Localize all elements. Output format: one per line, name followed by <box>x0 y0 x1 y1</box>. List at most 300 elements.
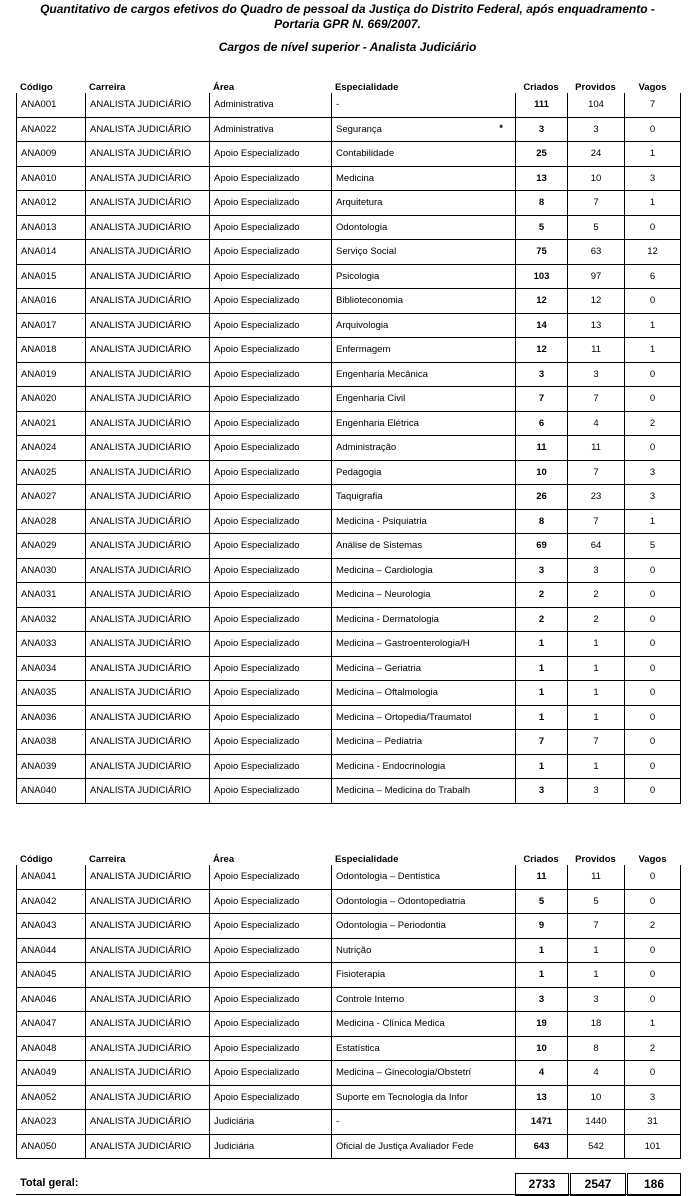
cell-criados <box>515 485 567 510</box>
cell-especialidade-text: Segurança <box>336 123 382 135</box>
cell-area-text: Administrativa <box>214 123 274 135</box>
cell-especialidade-text: Taquigrafia <box>336 491 383 503</box>
cell-especialidade <box>331 93 515 118</box>
cell-carreira <box>85 1061 209 1086</box>
cell-especialidade <box>331 510 515 535</box>
cell-area <box>209 1135 331 1160</box>
cell-codigo <box>16 939 85 964</box>
cell-providos <box>567 583 624 608</box>
cell-codigo <box>16 963 85 988</box>
table-header-row <box>16 77 681 93</box>
cell-vagos <box>624 436 681 461</box>
cell-especialidade-text: Medicina – Pediatria <box>336 736 423 748</box>
table-row <box>16 706 681 731</box>
cell-criados <box>515 632 567 657</box>
cell-carreira <box>85 1012 209 1037</box>
cell-providos-text: 1440 <box>585 1116 607 1128</box>
cell-area-text: Apoio Especializado <box>214 1067 300 1079</box>
cell-vagos-text: 0 <box>649 993 656 1005</box>
cell-criados-text: 12 <box>536 344 547 356</box>
cell-providos <box>567 730 624 755</box>
cell-especialidade-text: - <box>336 1116 340 1128</box>
cell-area-text: Apoio Especializado <box>214 1042 300 1054</box>
cell-criados-text: 13 <box>536 1091 547 1103</box>
cell-area <box>209 779 331 804</box>
cell-area <box>209 890 331 915</box>
cell-codigo-text: ANA039 <box>21 760 57 772</box>
table-row <box>16 387 681 412</box>
cell-codigo-text: ANA041 <box>21 871 57 883</box>
cell-vagos <box>624 755 681 780</box>
cell-providos-text: 1 <box>593 687 599 699</box>
cell-area <box>209 412 331 437</box>
cell-providos <box>567 387 624 412</box>
cell-providos-text: 4 <box>593 417 599 429</box>
cell-providos-text: 542 <box>588 1140 604 1152</box>
table-row <box>16 118 681 143</box>
cell-vagos <box>624 559 681 584</box>
cell-carreira <box>85 265 209 290</box>
cell-providos <box>567 657 624 682</box>
cell-vagos-text: 101 <box>644 1140 661 1152</box>
cell-vagos-text: 0 <box>649 393 656 405</box>
cell-criados <box>515 1037 567 1062</box>
cell-codigo-text: ANA021 <box>21 417 57 429</box>
cell-providos <box>567 485 624 510</box>
col-header-especialidade: Especialidade <box>335 82 399 93</box>
cell-criados <box>515 865 567 890</box>
cell-carreira <box>85 412 209 437</box>
cell-carreira-text: ANALISTA JUDICIÁRIO <box>90 1042 192 1054</box>
cell-area-text: Apoio Especializado <box>214 638 300 650</box>
cell-vagos <box>624 608 681 633</box>
cell-providos <box>567 338 624 363</box>
cell-vagos <box>624 657 681 682</box>
cell-area <box>209 436 331 461</box>
cell-vagos <box>624 1110 681 1135</box>
cell-especialidade <box>331 608 515 633</box>
cell-providos <box>567 191 624 216</box>
cell-area-text: Apoio Especializado <box>214 172 300 184</box>
cell-codigo-text: ANA012 <box>21 197 57 209</box>
cell-criados-text: 25 <box>536 148 547 160</box>
cell-codigo-text: ANA034 <box>21 662 57 674</box>
cell-vagos <box>624 412 681 437</box>
cell-criados-text: 3 <box>538 368 545 380</box>
cell-codigo <box>16 314 85 339</box>
cell-codigo <box>16 890 85 915</box>
cell-area-text: Apoio Especializado <box>214 564 300 576</box>
cell-providos-text: 3 <box>593 993 599 1005</box>
cell-carreira-text: ANALISTA JUDICIÁRIO <box>90 920 192 932</box>
cell-carreira-text: ANALISTA JUDICIÁRIO <box>90 895 192 907</box>
cell-providos-text: 63 <box>590 246 602 258</box>
cell-criados <box>515 730 567 755</box>
cell-providos-text: 7 <box>593 466 599 478</box>
cell-codigo <box>16 485 85 510</box>
cell-codigo <box>16 914 85 939</box>
cell-criados-text: 103 <box>533 270 550 282</box>
cell-providos-text: 1 <box>593 638 599 650</box>
table-row <box>16 583 681 608</box>
col-header-vagos: Vagos <box>638 854 667 865</box>
cell-providos <box>567 1037 624 1062</box>
table-row <box>16 779 681 804</box>
cell-codigo-text: ANA023 <box>21 1116 57 1128</box>
table-row <box>16 412 681 437</box>
cell-especialidade-text: Serviço Social <box>336 246 397 258</box>
cell-criados <box>515 216 567 241</box>
positions-table-part2 <box>16 849 681 1159</box>
cell-codigo <box>16 657 85 682</box>
cell-especialidade <box>331 1086 515 1111</box>
table-row <box>16 1037 681 1062</box>
total-providos: 2547 <box>570 1173 626 1196</box>
cell-vagos-text: 2 <box>649 920 656 932</box>
cell-vagos-text: 2 <box>649 417 656 429</box>
cell-providos <box>567 608 624 633</box>
cell-providos <box>567 1061 624 1086</box>
cell-criados-text: 11 <box>536 871 547 883</box>
table-row <box>16 1061 681 1086</box>
cell-carreira-text: ANALISTA JUDICIÁRIO <box>90 270 192 282</box>
cell-especialidade-text: Fisioterapia <box>336 969 386 981</box>
cell-vagos-text: 0 <box>649 736 656 748</box>
cell-vagos <box>624 534 681 559</box>
cell-providos-text: 1 <box>593 944 599 956</box>
cell-criados-text: 7 <box>538 736 545 748</box>
cell-vagos <box>624 191 681 216</box>
cell-vagos-text: 0 <box>649 760 656 772</box>
cell-vagos <box>624 779 681 804</box>
document-title-line2: Portaria GPR N. 669/2007. <box>274 17 421 31</box>
cell-carreira <box>85 608 209 633</box>
cell-criados-text: 1 <box>538 687 545 699</box>
table-row <box>16 240 681 265</box>
cell-area-text: Judiciária <box>214 1140 255 1152</box>
cell-area <box>209 534 331 559</box>
cell-especialidade-text: Medicina – Ortopedia/Traumatol <box>336 711 472 723</box>
cell-carreira-text: ANALISTA JUDICIÁRIO <box>90 969 192 981</box>
cell-carreira <box>85 963 209 988</box>
cell-especialidade <box>331 681 515 706</box>
cell-codigo-text: ANA001 <box>21 99 57 111</box>
cell-vagos-text: 6 <box>649 270 656 282</box>
cell-vagos-text: 31 <box>647 1116 658 1128</box>
cell-vagos-text: 1 <box>649 1018 656 1030</box>
cell-especialidade <box>331 583 515 608</box>
cell-codigo-text: ANA048 <box>21 1042 57 1054</box>
cell-codigo-text: ANA038 <box>21 736 57 748</box>
cell-area <box>209 632 331 657</box>
cell-area-text: Apoio Especializado <box>214 613 300 625</box>
cell-area <box>209 681 331 706</box>
cell-area <box>209 485 331 510</box>
cell-carreira <box>85 216 209 241</box>
cell-criados-text: 1 <box>538 711 545 723</box>
cell-criados <box>515 914 567 939</box>
cell-criados <box>515 534 567 559</box>
table-row <box>16 265 681 290</box>
cell-vagos-text: 1 <box>649 515 656 527</box>
cell-vagos <box>624 461 681 486</box>
cell-codigo-text: ANA035 <box>21 687 57 699</box>
cell-area-text: Apoio Especializado <box>214 270 300 282</box>
cell-codigo <box>16 1061 85 1086</box>
cell-criados-text: 6 <box>538 417 545 429</box>
table-row <box>16 1135 681 1160</box>
cell-criados-text: 1 <box>538 760 545 772</box>
cell-area-text: Judiciária <box>214 1116 255 1128</box>
cell-codigo <box>16 436 85 461</box>
cell-vagos <box>624 1135 681 1160</box>
cell-codigo-text: ANA014 <box>21 246 57 258</box>
cell-especialidade <box>331 1135 515 1160</box>
cell-especialidade <box>331 118 515 143</box>
cell-codigo-text: ANA024 <box>21 442 57 454</box>
table-row <box>16 1012 681 1037</box>
cell-especialidade-text: Análise de Sistemas <box>336 540 423 552</box>
cell-vagos <box>624 865 681 890</box>
cell-vagos-text: 12 <box>647 246 658 258</box>
cell-criados <box>515 1012 567 1037</box>
cell-carreira <box>85 779 209 804</box>
cell-carreira <box>85 632 209 657</box>
cell-carreira-text: ANALISTA JUDICIÁRIO <box>90 711 192 723</box>
cell-vagos-text: 0 <box>649 711 656 723</box>
cell-criados <box>515 510 567 535</box>
cell-vagos <box>624 314 681 339</box>
cell-vagos-text: 0 <box>649 638 656 650</box>
col-header-providos: Providos <box>575 82 616 93</box>
cell-codigo <box>16 387 85 412</box>
cell-criados <box>515 583 567 608</box>
cell-codigo-text: ANA031 <box>21 589 57 601</box>
total-vagos: 186 <box>627 1173 681 1196</box>
cell-vagos <box>624 216 681 241</box>
cell-especialidade-text: Medicina – Neurologia <box>336 589 431 601</box>
cell-especialidade <box>331 387 515 412</box>
cell-criados <box>515 988 567 1013</box>
cell-especialidade <box>331 1037 515 1062</box>
cell-criados <box>515 412 567 437</box>
cell-criados-text: 69 <box>536 540 547 552</box>
table-row <box>16 314 681 339</box>
cell-especialidade <box>331 963 515 988</box>
cell-area-text: Apoio Especializado <box>214 319 300 331</box>
cell-area <box>209 559 331 584</box>
cell-codigo <box>16 461 85 486</box>
cell-codigo-text: ANA025 <box>21 466 57 478</box>
cell-criados <box>515 191 567 216</box>
cell-providos-text: 1 <box>593 662 599 674</box>
cell-codigo <box>16 1135 85 1160</box>
cell-codigo-text: ANA016 <box>21 295 57 307</box>
cell-area-text: Apoio Especializado <box>214 491 300 503</box>
cell-area-text: Apoio Especializado <box>214 344 300 356</box>
cell-carreira <box>85 461 209 486</box>
cell-codigo <box>16 730 85 755</box>
cell-codigo <box>16 779 85 804</box>
cell-area-text: Apoio Especializado <box>214 148 300 160</box>
cell-carreira <box>85 338 209 363</box>
cell-providos <box>567 755 624 780</box>
cell-especialidade <box>331 1110 515 1135</box>
cell-carreira <box>85 510 209 535</box>
cell-area-text: Apoio Especializado <box>214 417 300 429</box>
cell-especialidade <box>331 191 515 216</box>
cell-carreira-text: ANALISTA JUDICIÁRIO <box>90 99 192 111</box>
cell-especialidade-text: Medicina - Dermatologia <box>336 613 439 625</box>
cell-providos-text: 8 <box>593 1042 599 1054</box>
cell-carreira <box>85 939 209 964</box>
cell-carreira <box>85 865 209 890</box>
cell-criados-text: 3 <box>538 785 545 797</box>
cell-criados-text: 10 <box>536 1042 547 1054</box>
cell-especialidade <box>331 890 515 915</box>
cell-codigo <box>16 338 85 363</box>
cell-codigo <box>16 1086 85 1111</box>
cell-area <box>209 289 331 314</box>
cell-especialidade-text: Odontologia – Dentística <box>336 871 441 883</box>
cell-area <box>209 1012 331 1037</box>
cell-area-text: Apoio Especializado <box>214 662 300 674</box>
cell-codigo <box>16 865 85 890</box>
cell-carreira-text: ANALISTA JUDICIÁRIO <box>90 589 192 601</box>
cell-area-text: Apoio Especializado <box>214 785 300 797</box>
cell-carreira <box>85 706 209 731</box>
cell-vagos-text: 0 <box>649 442 656 454</box>
cell-vagos-text: 3 <box>649 491 656 503</box>
table-row <box>16 1110 681 1135</box>
cell-vagos-text: 0 <box>649 613 656 625</box>
cell-criados <box>515 1086 567 1111</box>
cell-carreira-text: ANALISTA JUDICIÁRIO <box>90 246 192 258</box>
cell-especialidade-text: Odontologia <box>336 221 388 233</box>
cell-area-text: Apoio Especializado <box>214 368 300 380</box>
cell-especialidade-text: Medicina - Psiquiatria <box>336 515 427 527</box>
footnote-mark: * <box>499 122 503 134</box>
cell-criados-text: 26 <box>536 491 547 503</box>
cell-area <box>209 93 331 118</box>
cell-carreira <box>85 1086 209 1111</box>
cell-vagos <box>624 939 681 964</box>
table-row <box>16 485 681 510</box>
cell-codigo <box>16 240 85 265</box>
table-row <box>16 632 681 657</box>
cell-carreira <box>85 191 209 216</box>
cell-especialidade <box>331 363 515 388</box>
table-row <box>16 681 681 706</box>
cell-criados-text: 4 <box>538 1067 545 1079</box>
cell-codigo <box>16 265 85 290</box>
col-header-criados: Criados <box>523 854 559 865</box>
cell-area-text: Apoio Especializado <box>214 589 300 601</box>
cell-providos-text: 3 <box>593 564 599 576</box>
cell-vagos <box>624 338 681 363</box>
cell-criados <box>515 387 567 412</box>
cell-providos <box>567 1110 624 1135</box>
cell-criados-text: 14 <box>536 319 547 331</box>
cell-providos <box>567 681 624 706</box>
cell-carreira-text: ANALISTA JUDICIÁRIO <box>90 871 192 883</box>
cell-providos <box>567 988 624 1013</box>
cell-carreira-text: ANALISTA JUDICIÁRIO <box>90 1091 192 1103</box>
cell-codigo <box>16 1037 85 1062</box>
table-row <box>16 914 681 939</box>
cell-especialidade-text: Medicina – Oftalmologia <box>336 687 438 699</box>
cell-codigo-text: ANA019 <box>21 368 57 380</box>
cell-area <box>209 1037 331 1062</box>
cell-codigo <box>16 583 85 608</box>
cell-carreira-text: ANALISTA JUDICIÁRIO <box>90 123 192 135</box>
cell-providos <box>567 289 624 314</box>
cell-carreira <box>85 363 209 388</box>
cell-criados-text: 1 <box>538 969 545 981</box>
cell-carreira-text: ANALISTA JUDICIÁRIO <box>90 613 192 625</box>
cell-vagos <box>624 485 681 510</box>
cell-area <box>209 216 331 241</box>
cell-codigo <box>16 118 85 143</box>
cell-providos-text: 13 <box>590 319 602 331</box>
col-header-area: Área <box>213 854 235 865</box>
cell-carreira-text: ANALISTA JUDICIÁRIO <box>90 1067 192 1079</box>
cell-criados <box>515 755 567 780</box>
table-header-row <box>16 849 681 865</box>
cell-criados-text: 8 <box>538 197 545 209</box>
cell-carreira-text: ANALISTA JUDICIÁRIO <box>90 148 192 160</box>
cell-vagos-text: 0 <box>649 564 656 576</box>
cell-vagos-text: 1 <box>649 148 656 160</box>
cell-criados-text: 19 <box>536 1018 547 1030</box>
cell-especialidade <box>331 216 515 241</box>
cell-vagos-text: 3 <box>649 466 656 478</box>
cell-area-text: Apoio Especializado <box>214 197 300 209</box>
cell-providos-text: 1 <box>593 711 599 723</box>
cell-vagos <box>624 240 681 265</box>
cell-providos-text: 11 <box>591 442 601 454</box>
cell-vagos-text: 0 <box>649 895 656 907</box>
cell-especialidade-text: Medicina – Gastroenterologia/H <box>336 638 470 650</box>
cell-area-text: Apoio Especializado <box>214 871 300 883</box>
cell-especialidade <box>331 314 515 339</box>
cell-especialidade-text: Odontologia – Odontopediatria <box>336 895 466 907</box>
cell-vagos-text: 3 <box>649 1091 656 1103</box>
cell-vagos <box>624 363 681 388</box>
cell-codigo-text: ANA043 <box>21 920 57 932</box>
cell-especialidade <box>331 779 515 804</box>
cell-carreira-text: ANALISTA JUDICIÁRIO <box>90 564 192 576</box>
cell-carreira <box>85 436 209 461</box>
cell-providos <box>567 559 624 584</box>
cell-codigo <box>16 1012 85 1037</box>
cell-providos <box>567 461 624 486</box>
cell-carreira-text: ANALISTA JUDICIÁRIO <box>90 944 192 956</box>
cell-carreira-text: ANALISTA JUDICIÁRIO <box>90 417 192 429</box>
cell-providos-text: 11 <box>591 344 601 356</box>
cell-providos-text: 2 <box>593 613 599 625</box>
cell-especialidade-text: Oficial de Justiça Avaliador Fede <box>336 1140 474 1152</box>
cell-criados-text: 3 <box>538 564 545 576</box>
table-row <box>16 534 681 559</box>
cell-especialidade <box>331 142 515 167</box>
col-header-carreira: Carreira <box>89 82 126 93</box>
cell-vagos <box>624 963 681 988</box>
cell-especialidade-text: Administração <box>336 442 397 454</box>
cell-carreira-text: ANALISTA JUDICIÁRIO <box>90 662 192 674</box>
cell-area <box>209 510 331 535</box>
cell-area-text: Apoio Especializado <box>214 1018 300 1030</box>
